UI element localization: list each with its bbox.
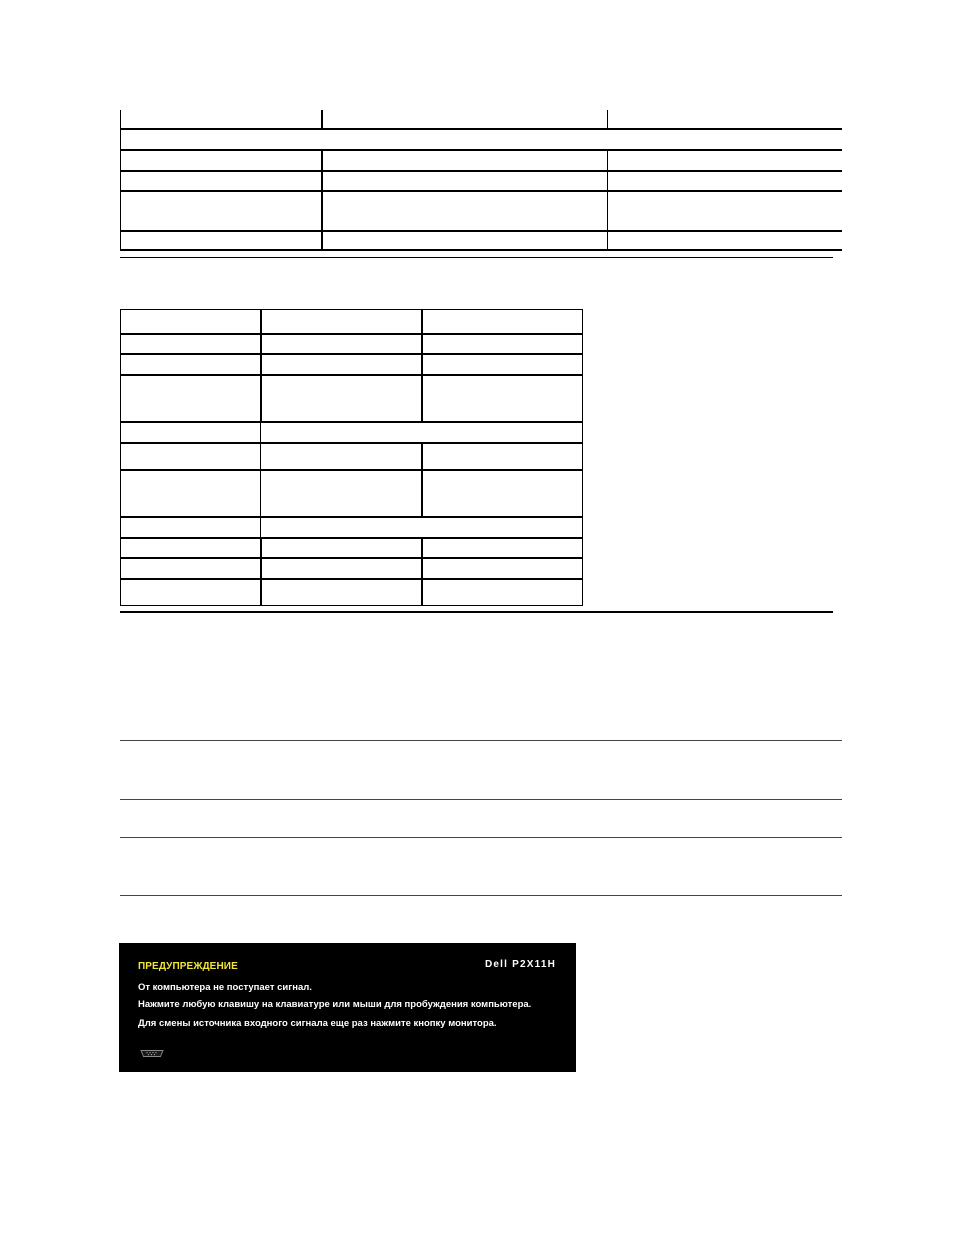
table-middle-col-border (260, 309, 262, 423)
table-middle-col-border (260, 538, 262, 606)
table-top-col-border (607, 110, 608, 129)
table-middle-col-border (421, 309, 423, 423)
table-middle-rule (120, 537, 583, 539)
table-top-rule (120, 230, 842, 232)
table-top-rule (120, 170, 842, 172)
table-middle-col-border (260, 517, 261, 539)
warning-message-line: От компьютера не поступает сигнал. (138, 982, 312, 993)
rule-line (120, 740, 842, 741)
table-top-rule (120, 190, 842, 192)
warning-message-line: Нажмите любую клавишу на клавиатуре или мыши для пробуждения компьютера. (138, 999, 532, 1010)
table-middle-rule (120, 333, 583, 335)
table-top-col-border (321, 150, 323, 250)
rule-line (120, 799, 842, 800)
table-top-col-border (321, 110, 323, 129)
osd-warning-dialog (119, 943, 576, 1072)
table-middle-rule (120, 469, 583, 471)
table-top-col-border (607, 150, 608, 250)
table-top-col-border (120, 110, 121, 250)
table-middle-col-border (421, 443, 423, 518)
table-middle-rule (120, 516, 583, 518)
rule-line (120, 895, 842, 896)
table-top-rule (120, 128, 842, 130)
warning-title: ПРЕДУПРЕЖДЕНИЕ (138, 961, 238, 972)
table-top-rule (120, 149, 842, 151)
section-divider (120, 611, 833, 613)
rule-line (120, 837, 842, 838)
table-top-rule (120, 249, 842, 251)
vga-connector-icon (140, 1049, 164, 1058)
warning-message-line: Для смены источника входного сигнала еще раз нажмите кнопку монитора. (138, 1018, 497, 1029)
table-middle-rule (120, 578, 583, 580)
monitor-model-label: Dell P2X11H (484, 959, 556, 970)
table-middle-rule (120, 353, 583, 355)
table-middle-col-border (421, 538, 423, 606)
table-middle-rule (120, 557, 583, 559)
table-middle-rule (120, 374, 583, 376)
table-middle-col-border (260, 422, 261, 518)
table-middle-rule (120, 421, 583, 423)
section-divider (120, 257, 833, 258)
table-middle-rule (120, 442, 583, 444)
